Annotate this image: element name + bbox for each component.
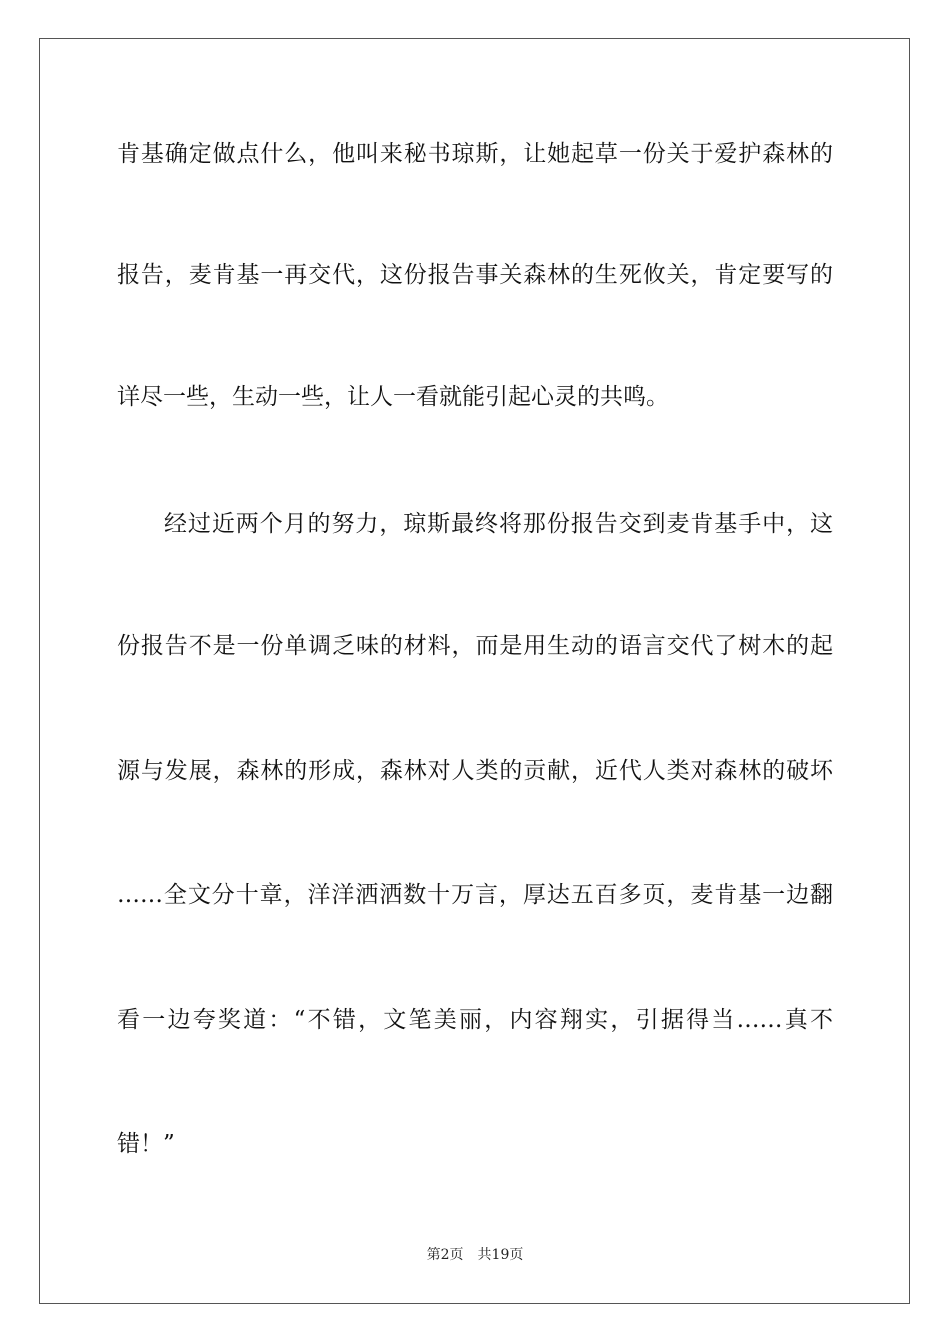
page-number: 第2页 xyxy=(426,1247,464,1263)
body-line-6: 源与发展，森林的形成，森林对人类的贡献，近代人类对森林的破坏 xyxy=(117,758,833,784)
body-line-8: 看一边夸奖道：“不错，文笔美丽，内容翔实，引据得当……真不 xyxy=(117,1007,833,1033)
body-line-7: ……全文分十章，洋洋洒洒数十万言，厚达五百多页，麦肯基一边翻 xyxy=(117,882,833,908)
body-line-2: 报告，麦肯基一再交代，这份报告事关森林的生死攸关，肯定要写的 xyxy=(117,262,833,288)
page-total: 共19页 xyxy=(477,1247,524,1263)
body-line-5: 份报告不是一份单调乏味的材料，而是用生动的语言交代了树木的起 xyxy=(117,633,833,659)
body-line-1: 肯基确定做点什么，他叫来秘书琼斯，让她起草一份关于爱护森林的 xyxy=(117,141,833,167)
page-border xyxy=(39,38,910,1304)
body-line-4-paragraph-start: 经过近两个月的努力，琼斯最终将那份报告交到麦肯基手中，这 xyxy=(164,511,833,537)
body-line-3: 详尽一些，生动一些，让人一看就能引起心灵的共鸣。 xyxy=(117,384,669,410)
page-footer xyxy=(0,1246,950,1264)
body-line-9: 错！” xyxy=(117,1131,175,1157)
